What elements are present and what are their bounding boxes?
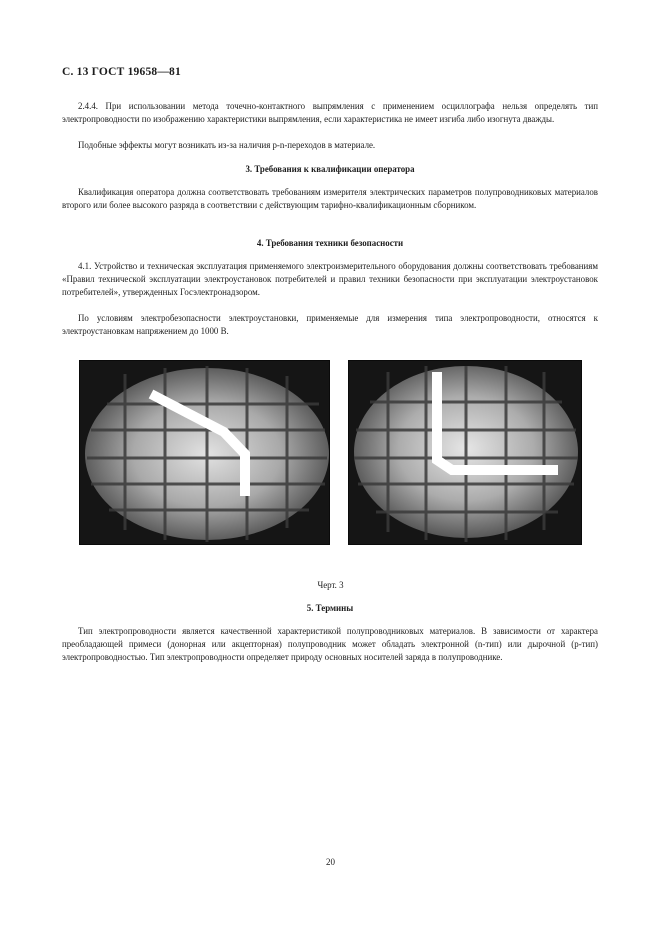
section-5-title: 5. Термины [306,603,354,613]
page-number: 20 [326,857,335,867]
figure-caption: Черт. 3 [317,580,344,590]
paragraph-2-4-4: 2.4.4. При использовании метода точечно-контактного выпрямления с применением осциллографа нельзя определять тип электропроводности по изображению характеристики выпрямления, если характеристика не имеет изгиба либо изогнута дважды. [62,101,598,125]
paragraph-terms: Тип электропроводности является качественной характеристикой полупроводниковых материалов. В зависимости от характера преобладающей примеси (донорная или акцепторная) полупроводник может обладать электронной (n-тип) или дырочной (p-тип) электропроводностью. Тип электропроводности определяет природу основных носителей заряда в полупроводнике. [62,626,598,663]
page-header: С. 13 ГОСТ 19658—81 [62,66,181,78]
paragraph-electrical-safety: По условиям электробезопасности электроустановки, применяемые для измерения типа электропроводности, относятся к электроустановкам напряжением до 1000 В. [62,313,598,337]
oscillogram-photo-right [348,360,582,545]
paragraph-operator-qualification: Квалификация оператора должна соответствовать требованиям измерителя электрических параметров полупроводниковых материалов второго или более высокого разряда в соответствии с действующим тарифно-квалификационным сборником. [62,187,598,211]
paragraph-4-1: 4.1. Устройство и техническая эксплуатация применяемого электроизмерительного оборудования должны соответствовать требованиям «Правил технической эксплуатации электроустановок потребителей и правил техники безопасности при эксплуатации электроустановок потребителей», утвержденных Госэлектронадзором. [62,261,598,298]
section-3-title: 3. Требования к квалификации оператора [245,164,415,174]
paragraph-effects: Подобные эффекты могут возникать из-за наличия p-n-переходов в материале. [78,140,376,150]
section-4-title: 4. Требования техники безопасности [256,238,404,248]
oscillogram-photo-left [79,360,330,545]
